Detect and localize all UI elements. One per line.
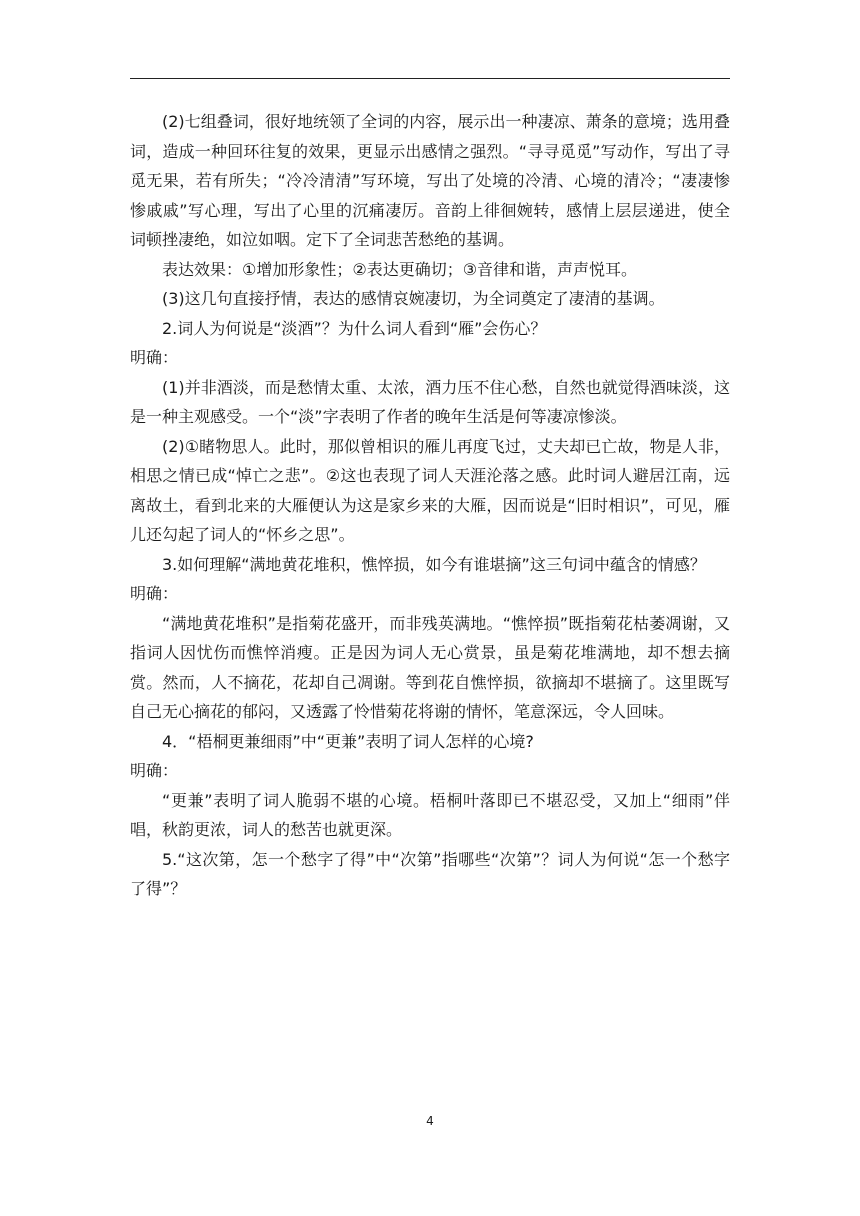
- paragraph: “更兼”表明了词人脆弱不堪的心境。梧桐叶落即已不堪忍受，又加上“细雨”伴唱，秋韵更浓，词人的愁苦也就更深。: [130, 790, 730, 839]
- question-heading: 3.如何理解“满地黄花堆积，憔悴损，如今有谁堪摘”这三句词中蕴含的情感？: [162, 554, 706, 574]
- answer-label: 明确：: [130, 348, 179, 367]
- answer-label: 明确：: [130, 761, 179, 780]
- paragraph: (2)七组叠词，很好地统领了全词的内容，展示出一种凄凉、萧条的意境；选用叠词，造成一种回环往复的效果，更显示出感情之强烈。“寻寻觅觅”写动作，写出了寻觅无果，若有所失；“冷冷清清”写环境，写出了处境的冷清、心境的清冷；“凄凄惨惨戚戚”写心理，写出了心里的沉痛凄厉。音韵上徘徊婉转，感情上层层递进，使全词顿挫凄绝，如泣如咽。定下了全词悲苦愁绝的基调。: [130, 112, 730, 249]
- paragraph: (1)并非酒淡，而是愁情太重、太浓，酒力压不住心愁，自然也就觉得酒味淡，这是一种主观感受。一个“淡”字表明了作者的晚年生活是何等凄凉惨淡。: [130, 377, 730, 426]
- paragraph: (2)①睹物思人。此时，那似曾相识的雁儿再度飞过，丈夫却已亡故，物是人非，相思之情已成“悼亡之悲”。②这也表现了词人天涯沦落之感。此时词人避居江南，远离故土，看到北来的大雁便认为这是家乡来的大雁，因而说是“旧时相识”，可见，雁儿还勾起了词人的“怀乡之思”。: [130, 436, 730, 544]
- paragraph: (3)这几句直接抒情，表达的感情哀婉凄切，为全词奠定了凄清的基调。: [162, 289, 665, 308]
- paragraph: “满地黄花堆积”是指菊花盛开，而非残英满地。“憔悴损”既指菊花枯萎凋谢，又指词人因忧伤而憔悴消瘦。正是因为词人无心赏景，虽是菊花堆满地，却不想去摘赏。然而，人不摘花，花却自己凋谢。等到花自憔悴损，欲摘却不堪摘了。这里既写自己无心摘花的郁闷，又透露了怜惜菊花将谢的情怀，笔意深远，令人回味。: [130, 613, 730, 721]
- question-heading: 4．“梧桐更兼细雨”中“更兼”表明了词人怎样的心境?: [162, 731, 534, 751]
- paragraph: 表达效果：①增加形象性；②表达更确切；③音律和谐，声声悦耳。: [162, 259, 638, 279]
- page-body: [130, 107, 730, 904]
- page-number: 4: [426, 1114, 434, 1128]
- header-rule: [130, 78, 730, 79]
- answer-label: 明确：: [130, 584, 179, 603]
- question-heading: 5.“这次第，怎一个愁字了得”中“次第”指哪些“次第”？词人为何说“怎一个愁字了得”？: [130, 849, 730, 898]
- question-heading: 2.词人为何说是“淡酒”？为什么词人看到“雁”会伤心？: [162, 318, 547, 338]
